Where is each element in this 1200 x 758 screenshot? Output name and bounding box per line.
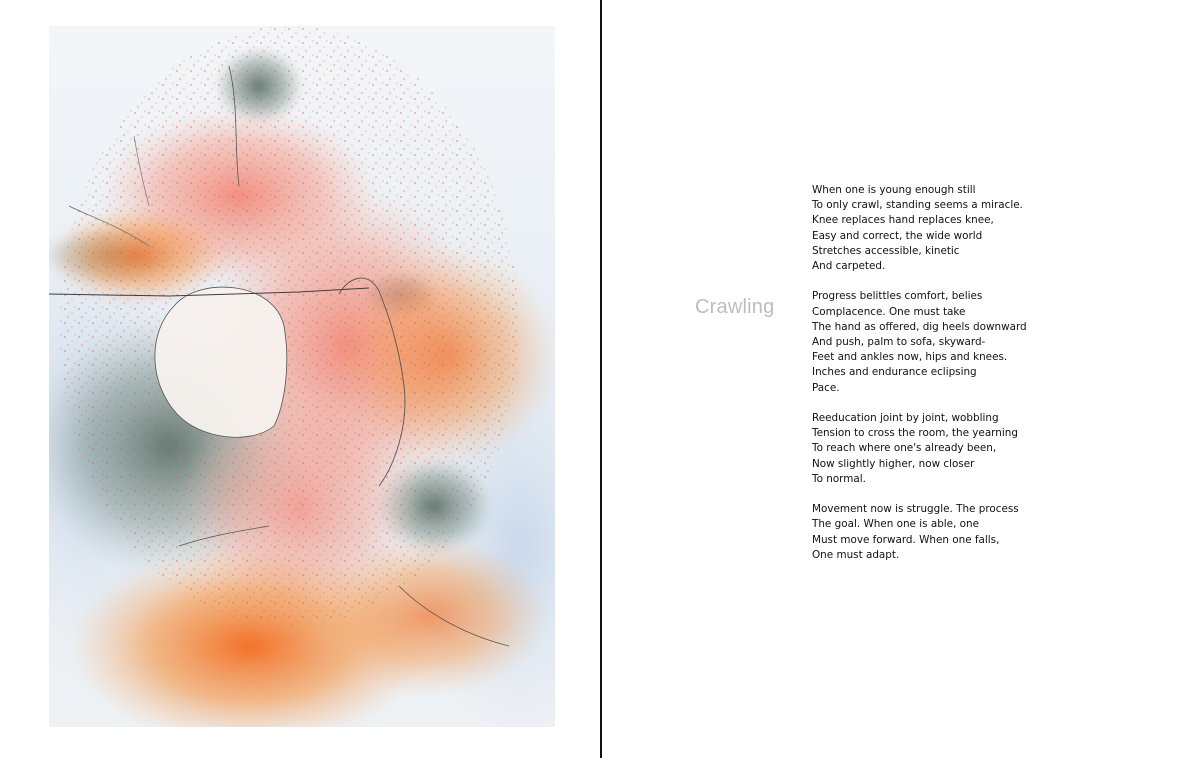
- poem-line: Progress belittles comfort, belies: [812, 290, 983, 303]
- page-gutter: [600, 0, 602, 758]
- poem-line: Pace.: [812, 381, 840, 394]
- poem-title: Crawling: [695, 296, 775, 318]
- watercolor-artwork: [49, 26, 555, 727]
- poem-line: Easy and correct, the wide world: [812, 229, 983, 242]
- poem-line: Now slightly higher, now closer: [812, 457, 975, 470]
- artwork-illustration: [49, 26, 555, 727]
- poem-stanza: [812, 289, 1072, 395]
- poem-line: To normal.: [812, 472, 866, 485]
- poem-stanza: [812, 411, 1072, 487]
- poem-line: To only crawl, standing seems a miracle.: [812, 199, 1023, 212]
- poem-line: Complacence. One must take: [812, 305, 966, 318]
- poem-line: Reeducation joint by joint, wobbling: [812, 412, 999, 425]
- poem-line: Knee replaces hand replaces knee,: [812, 214, 994, 227]
- poem-line: Tension to cross the room, the yearning: [812, 427, 1018, 440]
- poem-line: The hand as offered, dig heels downward: [812, 320, 1027, 333]
- poem-line: To reach where one's already been,: [812, 442, 997, 455]
- poem-line: Movement now is struggle. The process: [812, 503, 1019, 516]
- poem-line: And carpeted.: [812, 260, 886, 273]
- poem-body: [812, 183, 1072, 578]
- poem-line: Stretches accessible, kinetic: [812, 244, 960, 257]
- poem-line: One must adapt.: [812, 548, 900, 561]
- poem-line: Must move forward. When one falls,: [812, 533, 1000, 546]
- poem-line: Inches and endurance eclipsing: [812, 366, 977, 379]
- poem-stanza: [812, 183, 1072, 274]
- poem-line: Feet and ankles now, hips and knees.: [812, 351, 1008, 364]
- poem-line: And push, palm to sofa, skyward-: [812, 336, 986, 349]
- poem-line: When one is young enough still: [812, 184, 976, 196]
- poem-stanza: [812, 502, 1072, 563]
- poem-line: The goal. When one is able, one: [812, 518, 980, 531]
